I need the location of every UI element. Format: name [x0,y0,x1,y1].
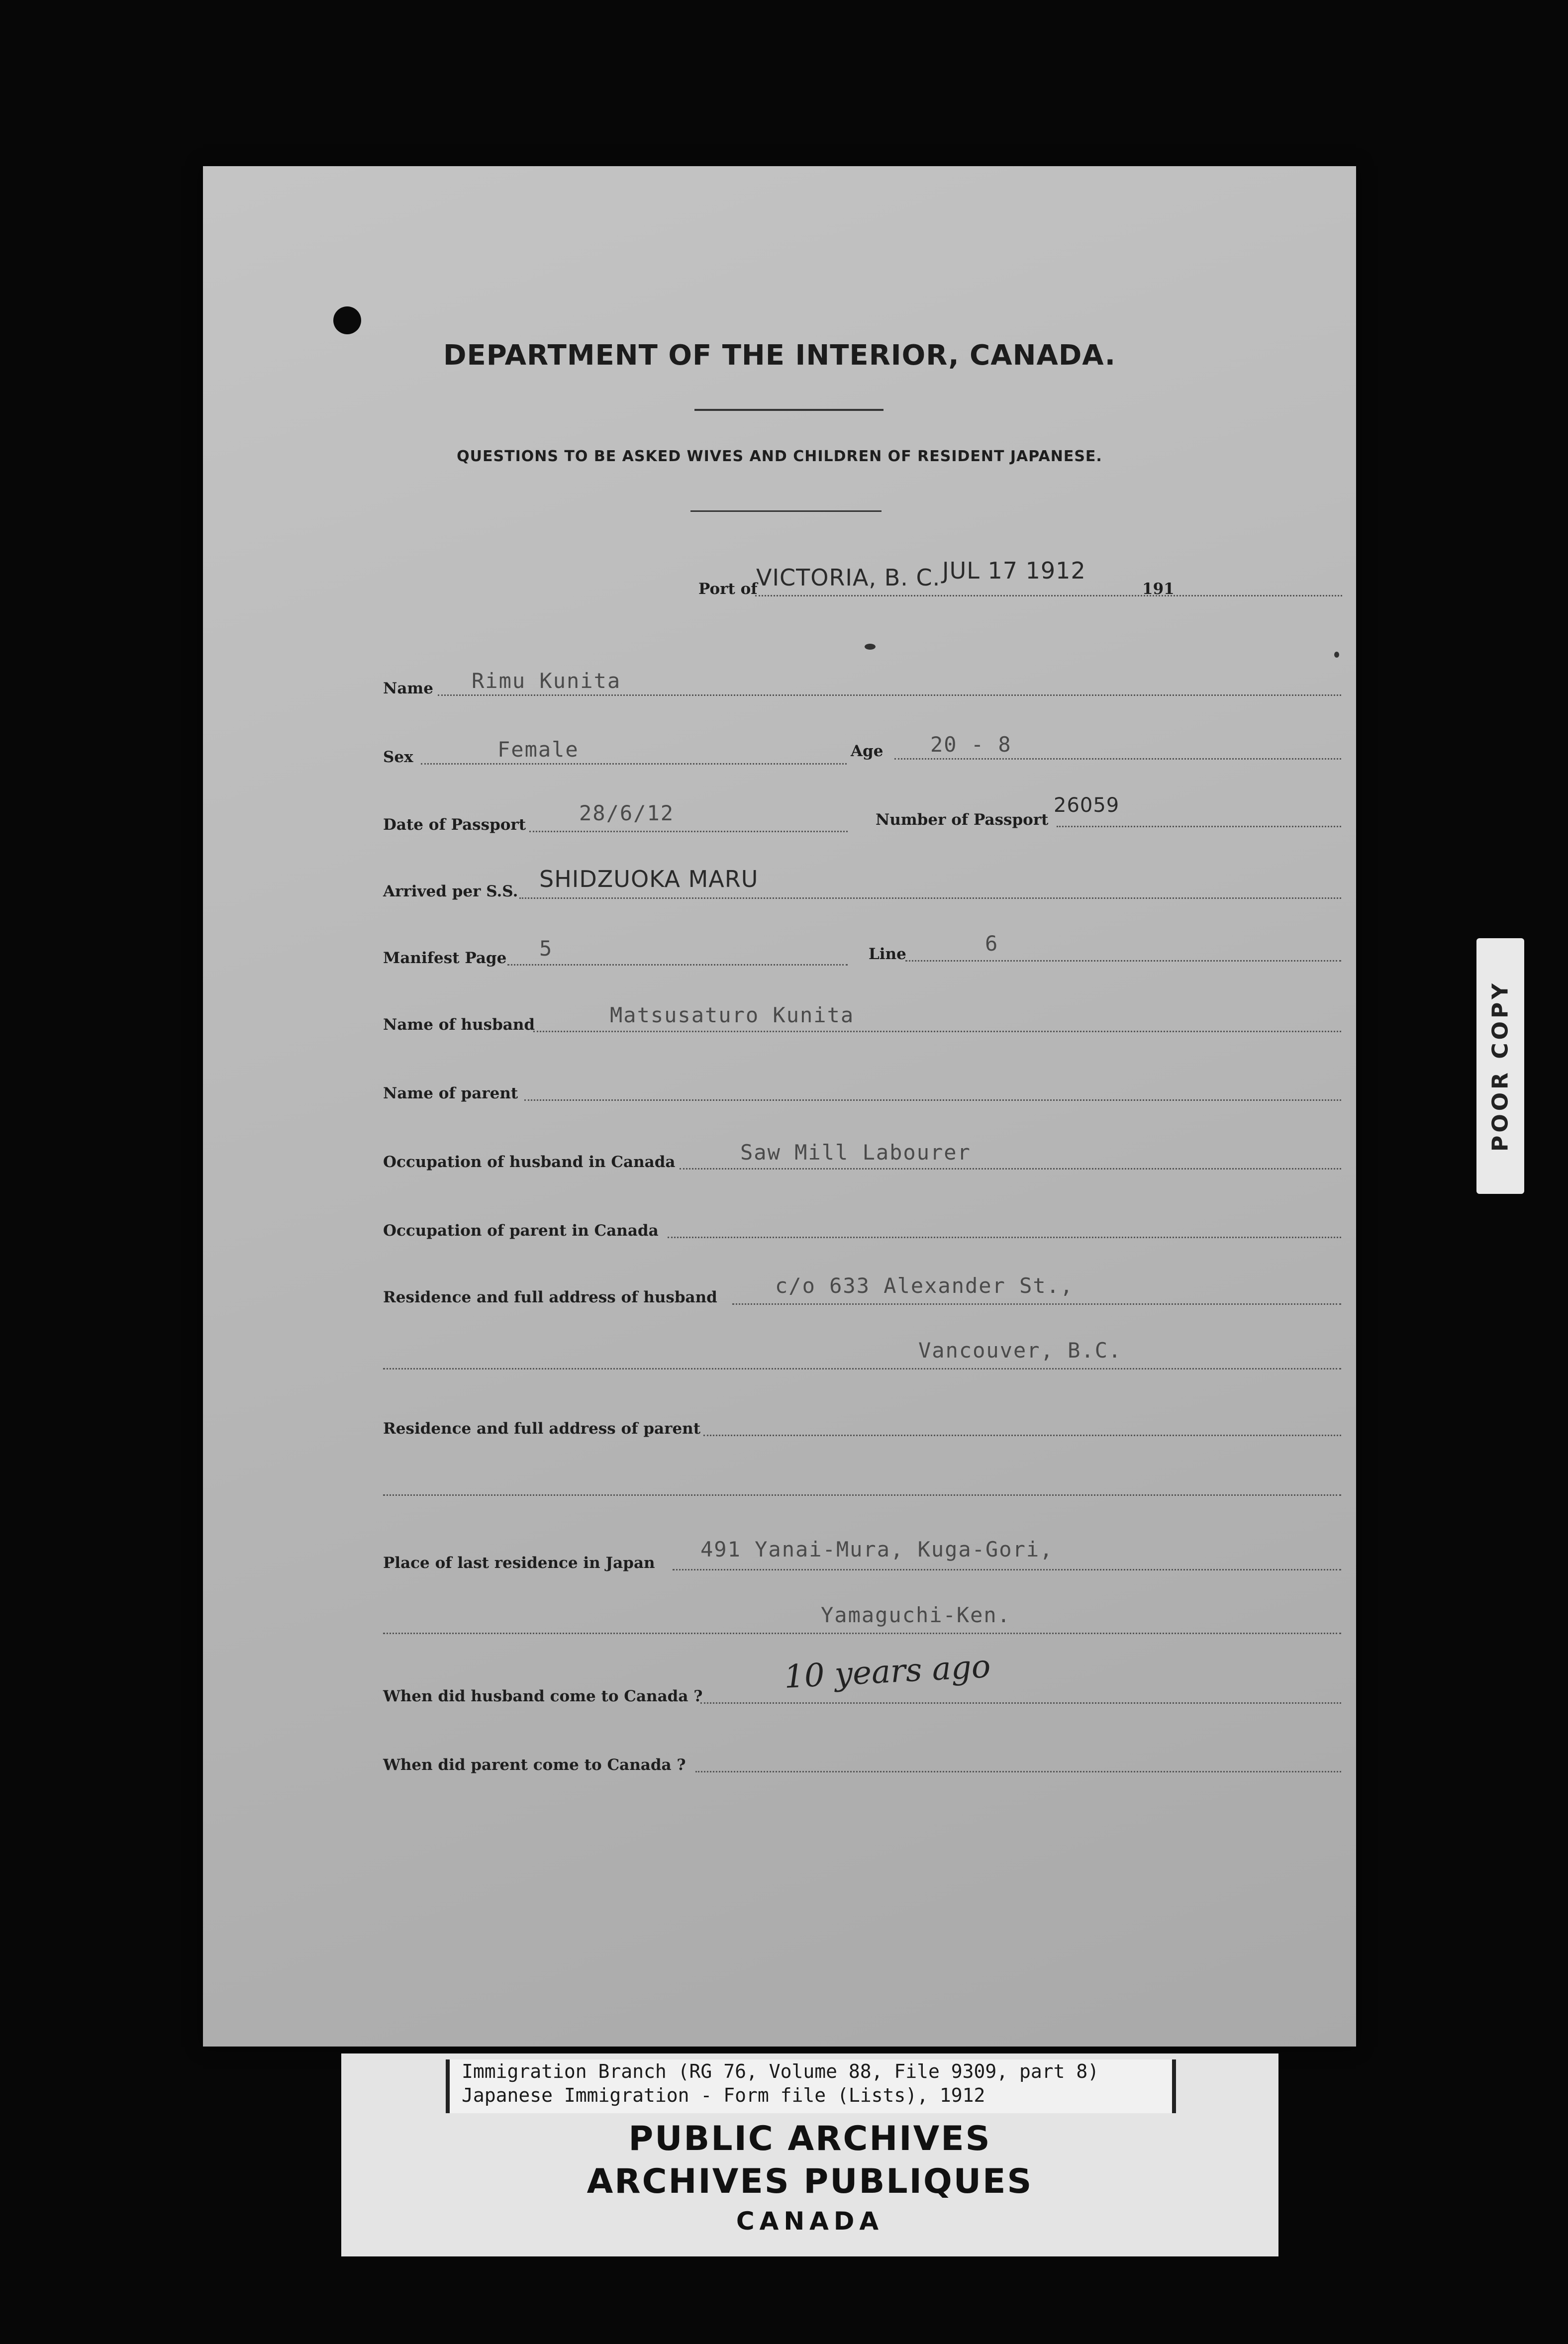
port-label: Port of [698,580,758,598]
husband-address-line [732,1303,1341,1305]
japan-residence-line-2 [383,1633,1341,1634]
parent-name-line [524,1099,1341,1101]
japan-residence-label: Place of last residence in Japan [383,1554,655,1572]
name-line [438,694,1341,696]
punch-hole [333,306,361,334]
name-label: Name [383,680,433,697]
age-label: Age [851,742,883,760]
port-place-stamp: VICTORIA, B. C. [756,564,941,591]
public-archives-text: PUBLIC ARCHIVES [628,2119,991,2158]
husband-address-line1: c/o 633 Alexander St., [775,1273,1074,1298]
archive-reference-line1: Immigration Branch (RG 76, Volume 88, File 9309, part 8) [462,2060,1099,2082]
archives-publiques-text: ARCHIVES PUBLIQUES [587,2162,1033,2201]
ink-speck [1334,652,1339,658]
husband-address-line2: Vancouver, B.C. [918,1338,1122,1363]
japan-residence-line2: Yamaguchi-Ken. [821,1603,1011,1627]
ship-name-stamp: SHIDZUOKA MARU [539,866,759,892]
poor-copy-stamp: POOR COPY [1476,938,1524,1194]
archive-reference-strip [446,2059,1176,2113]
sex-value: Female [497,737,579,762]
passport-number-value: 26059 [1054,794,1120,817]
husband-address-label: Residence and full address of husband [383,1288,717,1306]
archive-label [341,2053,1278,2256]
line-label: Line [869,945,906,963]
parent-address-line-2 [383,1494,1341,1496]
canada-text: CANADA [736,2207,884,2236]
form-subtitle: QUESTIONS TO BE ASKED WIVES AND CHILDREN OF RESIDENT JAPANESE. [457,448,1102,465]
passport-date-label: Date of Passport [383,816,526,834]
parent-came-line [695,1771,1341,1772]
subtitle-rule [690,510,882,512]
parent-occupation-label: Occupation of parent in Canada [383,1222,659,1240]
age-line [894,758,1341,760]
husband-occupation-label: Occupation of husband in Canada [383,1153,676,1171]
passport-date-value: 28/6/12 [579,801,675,825]
husband-name-value: Matsusaturo Kunita [610,1003,855,1027]
heading-rule [694,409,883,411]
port-date-stamp: JUL 17 1912 [942,557,1086,584]
immigration-form-sheet [203,166,1356,2047]
husband-name-line [533,1031,1341,1032]
department-heading: DEPARTMENT OF THE INTERIOR, CANADA. [443,339,1116,372]
passport-number-label: Number of Passport [876,811,1049,829]
parent-name-label: Name of parent [383,1084,518,1102]
husband-name-label: Name of husband [383,1016,535,1034]
arrived-line [519,897,1341,899]
year-prefix: 191 [1142,580,1175,598]
parent-address-label: Residence and full address of parent [383,1420,701,1438]
husband-came-label: When did husband come to Canada ? [383,1687,703,1705]
japan-residence-line [673,1569,1341,1570]
husband-occupation-value: Saw Mill Labourer [740,1140,971,1165]
name-value: Rimu Kunita [472,669,621,693]
sex-line [421,763,847,765]
husband-came-line [700,1702,1341,1704]
sex-label: Sex [383,748,413,766]
husband-address-line-2 [383,1368,1341,1369]
parent-occupation-line [668,1237,1341,1238]
age-value: 20 - 8 [930,732,1012,757]
manifest-page-label: Manifest Page [383,949,507,967]
japan-residence-line1: 491 Yanai-Mura, Kuga-Gori, [700,1537,1054,1562]
parent-address-line [703,1435,1341,1436]
manifest-page-line [507,964,848,966]
arrived-label: Arrived per S.S. [383,882,518,900]
line-number-line [905,960,1341,962]
ink-speck [865,644,876,650]
parent-came-label: When did parent come to Canada ? [383,1756,686,1774]
line-value: 6 [985,931,999,956]
passport-number-line [1057,826,1341,827]
port-line [755,595,1342,596]
archive-reference-line2: Japanese Immigration - Form file (Lists), 1912 [462,2084,985,2106]
husband-came-handwritten: 10 years ago [783,1648,992,1696]
manifest-page-value: 5 [539,936,553,961]
husband-occupation-line [680,1168,1341,1170]
passport-date-line [529,831,848,832]
